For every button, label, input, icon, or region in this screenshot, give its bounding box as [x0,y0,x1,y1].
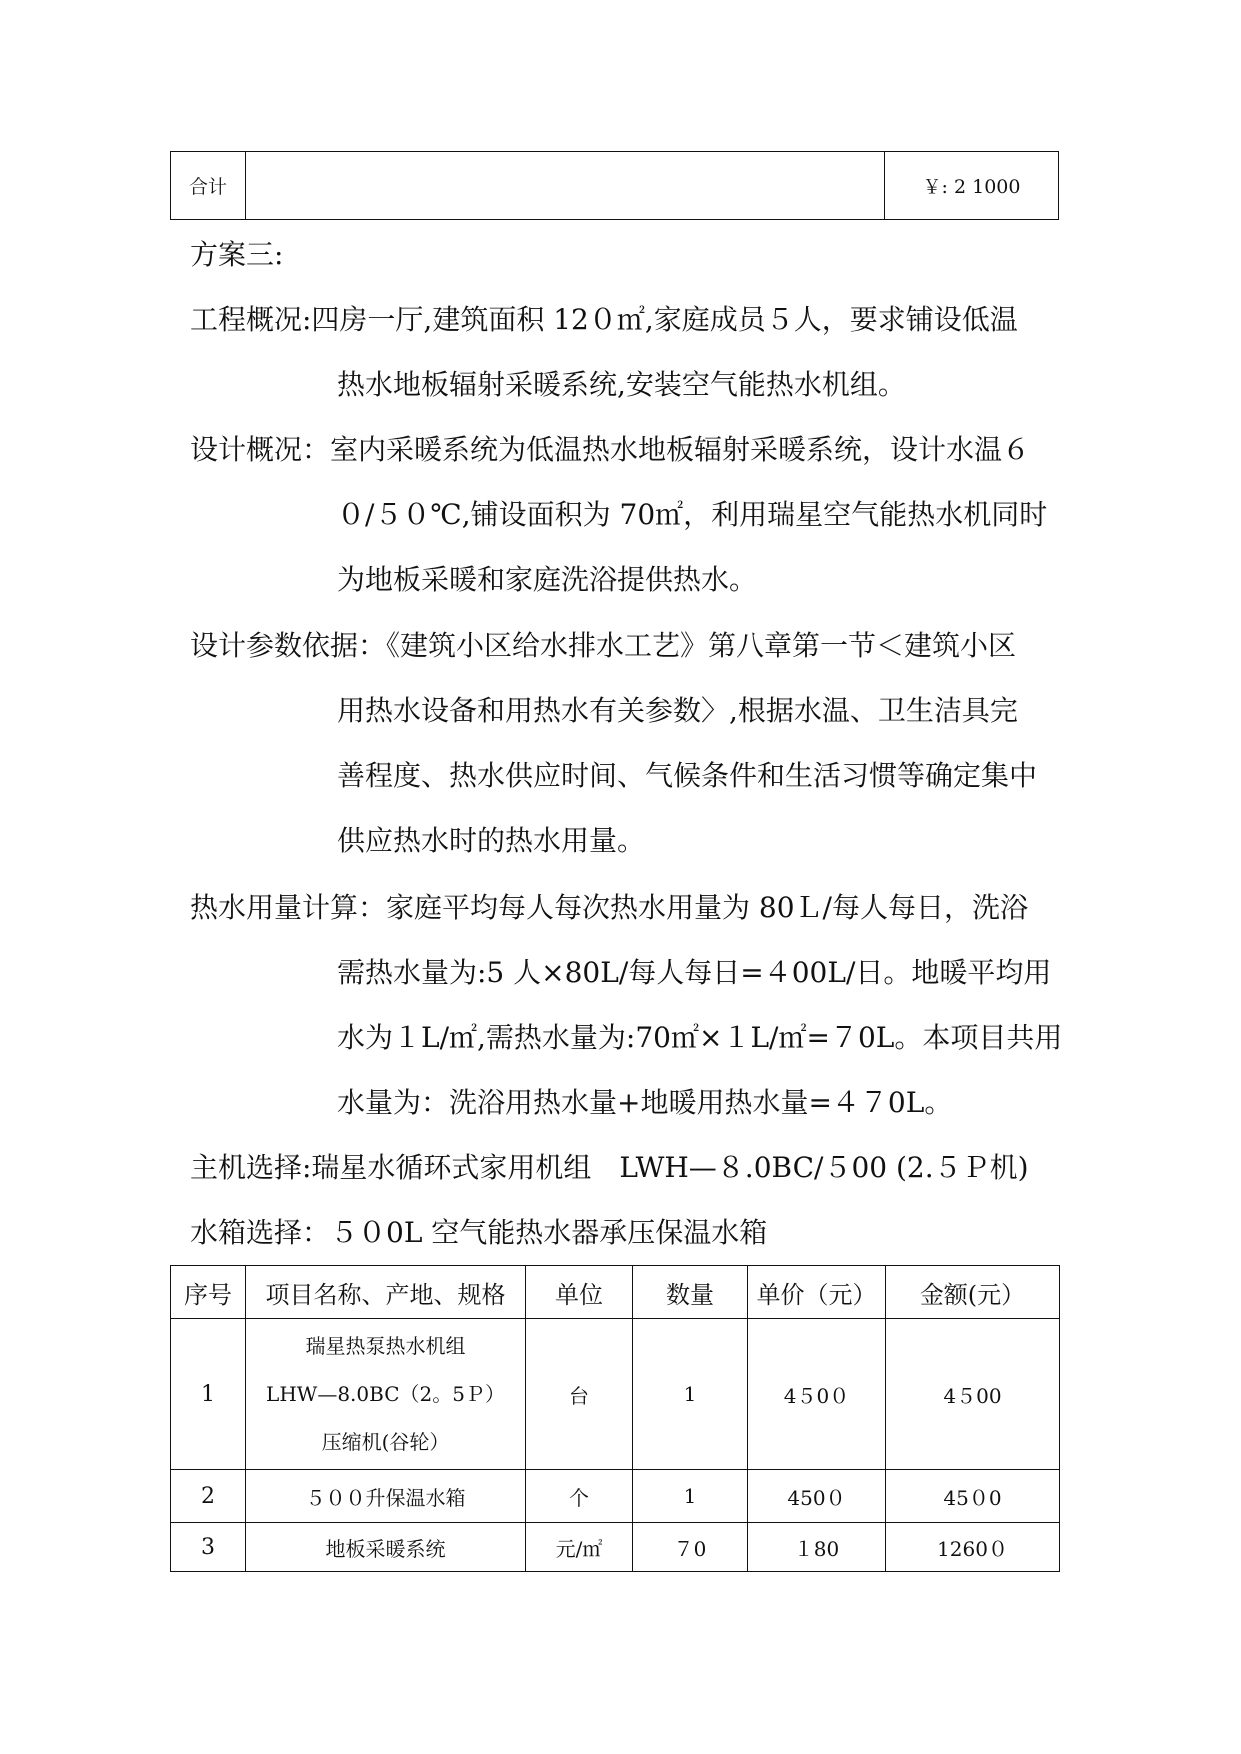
calc-line-3: 水为１L/㎡,需热水量为:70㎡×１L/㎡=７0L。本项目共用 [337,1021,1063,1054]
hot-water-calc [190,875,1063,1135]
row-amount: 1260０ [886,1523,1060,1572]
row-name: ５００升保温水箱 [246,1470,526,1523]
table-row [171,1523,1060,1572]
row-unit: 个 [526,1470,633,1523]
table-header-row [171,1266,1060,1319]
header-unit: 单位 [526,1266,633,1319]
row-name: 地板采暖系统 [246,1523,526,1572]
total-label: 合计 [171,152,246,220]
total-amount: ￥: 2 1000 [885,152,1059,220]
row-qty: 1 [633,1470,748,1523]
header-no: 序号 [171,1266,246,1319]
row-amount: 45０0 [886,1470,1060,1523]
design-line-1: 设计概况：室内采暖系统为低温热水地板辐射采暖系统，设计水温６ [190,433,1031,466]
row-price: 4５0０ [748,1319,886,1470]
design-line-3: 为地板采暖和家庭洗浴提供热水。 [337,563,758,596]
design-overview [190,417,1060,612]
row-name: 瑞星热泵热水机组 LHW—8.0BC（2。5Ｐ） 压缩机(谷轮） [246,1319,526,1470]
row-price: 450０ [748,1470,886,1523]
host-selection: 主机选择:瑞星水循环式家用机组 LWH—８.0BC/５00 (2.５Ｐ机) [190,1151,1029,1184]
row-no: 3 [171,1523,246,1572]
section-title: 方案三: [190,238,284,271]
row-price: １80 [748,1523,886,1572]
row-no: 1 [171,1319,246,1470]
calc-line-1: 热水用量计算：家庭平均每人每次热水用量为 80Ｌ/每人每日，洗浴 [190,891,1028,924]
design-basis [190,613,1060,873]
design-line-2: ０/５０℃,铺设面积为 70㎡，利用瑞星空气能热水机同时 [337,498,1048,531]
row-qty: 1 [633,1319,748,1470]
table-row [171,1319,1060,1470]
project-overview [190,287,1060,417]
total-table [170,151,1059,220]
total-empty-cell [246,152,885,220]
header-price: 单价（元） [748,1266,886,1319]
total-row [171,152,1059,220]
table-row [171,1470,1060,1523]
basis-line-3: 善程度、热水供应时间、气候条件和生活习惯等确定集中 [337,759,1038,792]
basis-line-2: 用热水设备和用热水有关参数〉,根据水温、卫生洁具完 [337,694,1018,727]
row-unit: 台 [526,1319,633,1470]
row-unit: 元/㎡ [526,1523,633,1572]
row-no: 2 [171,1470,246,1523]
header-amount: 金额(元） [886,1266,1060,1319]
basis-line-1: 设计参数依据：《建筑小区给水排水工艺》第八章第一节＜建筑小区 [190,629,1017,662]
basis-line-4: 供应热水时的热水用量。 [337,824,646,857]
row-amount: 4５00 [886,1319,1060,1470]
header-name: 项目名称、产地、规格 [246,1266,526,1319]
items-table [170,1265,1060,1572]
overview-line-2: 热水地板辐射采暖系统,安装空气能热水机组。 [337,368,906,401]
calc-line-2: 需热水量为:5 人×80L/每人每日=４00L/日。地暖平均用 [337,956,1052,989]
tank-selection: 水箱选择：５０0L 空气能热水器承压保温水箱 [190,1216,768,1249]
header-qty: 数量 [633,1266,748,1319]
overview-line-1: 工程概况:四房一厅,建筑面积 12０㎡,家庭成员５人，要求铺设低温 [190,303,1018,336]
row-qty: ７0 [633,1523,748,1572]
calc-line-4: 水量为：洗浴用热水量+地暖用热水量=４７0L。 [337,1086,953,1119]
